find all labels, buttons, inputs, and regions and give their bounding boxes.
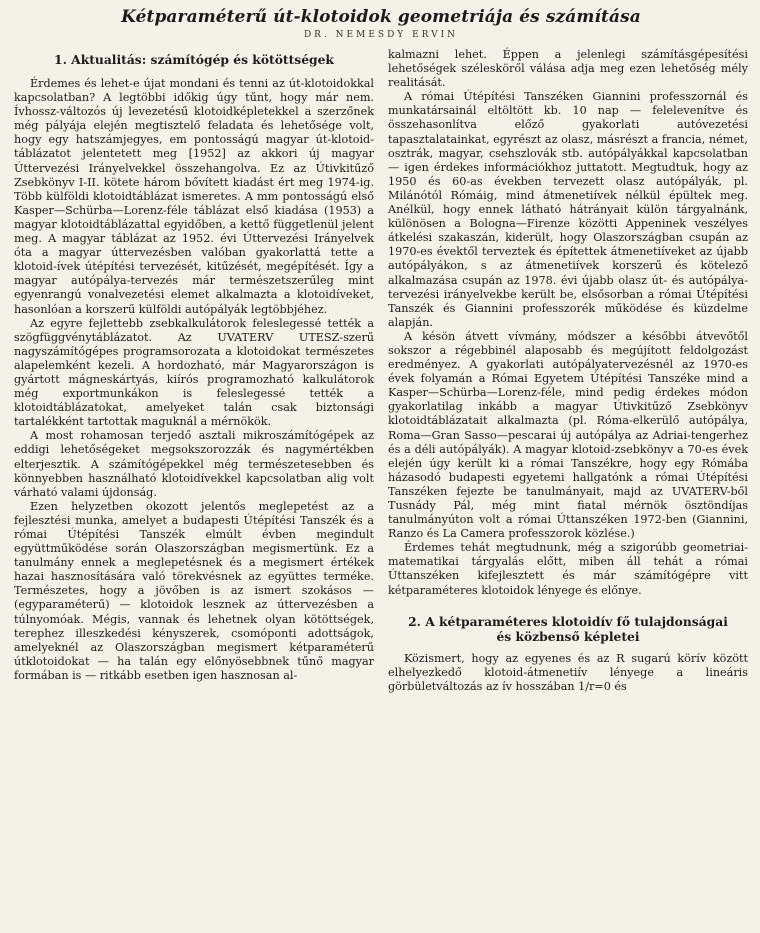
body-paragraph: A római Útépítési Tanszéken Giannini professzornál és munkatársainál eltöltött kb. 10 nap — felelevenítve és összehasonlítva előző gyakorlati autóvezetési tapasztalatainkat, egyrészt az olasz, másrészt a francia, német, osztrák, magyar, csehszlovák stb. autópályákkal kapcsolatban — igen érdekes információkhoz juttatott. Megtudtuk, hogy az 1950 és 60-as években tervezett olasz autópályák, pl. Milánótól Rómáig, mind átmenetiívek nélkül épültek meg. Anélkül, hogy ennek látható hátrányait külön tárgyalnánk, különösen a Bologna—Firenze közötti Appeninek veszélyes átkelési szakaszán, kiderült, hogy Olaszországban csupán az 1970-es évektől terveztek és építettek átmenetiíveket az újabb autópályákon, s az átmenetiívek korszerű és kötelező alkalmazása csupán az 1978. évi újabb olasz út- és autópálya-tervezési irányelvekbe került be, elsősorban a római Útépítési Tanszék és Giannini professzorék működése és küzdelme alapján. — [388, 90, 748, 329]
right-column — [388, 48, 748, 694]
body-paragraph: kalmazni lehet. Éppen a jelenlegi számításgépesítési lehetőségek szélesköről válása adja meg ezen lehetőség mély realitását. — [388, 48, 748, 90]
article-author: DR. NEMESDY ERVIN — [303, 30, 459, 40]
body-paragraph: Érdemes és lehet-e újat mondani és tenni az út-klotoidokkal kapcsolatban? A legtöbbi időkig úgy tűnt, hogy már nem. Ívhossz-változós új levezetésű klotoidképletekkel a szerzőnek még pályája elején megtisztelő feladata és lehetősége volt, hogy egy hatszámjegyes, em pontosságú magyar út-klotoid-táblázatot jelentetett meg [1952] az akkori új magyar Úttervezési Irányelvekkel összehangolva. Ez az Útivkitűző Zsebkönyv I-II. kötete három bővített kiadást ért meg 1974-ig. Több külföldi klotoidtáblázat ismeretes. A mm pontosságú első Kasper—Schürba—Lorenz-féle táblázat első kiadása (1953) a magyar klotoidtáblázattal egyidőben, a kettő függetlenül jelent meg. A magyar táblázat az 1952. évi Úttervezési Irányelvek óta a magyar úttervezésben valóban gyakorlattá tette a klotoid-ívek útépítési tervezését, kitűzését, megépítését. Így a magyar autópálya-tervezés már természetszerűleg mint egyenrangú vonalvezetési elemet alkalmazta a klotoidíveket, hasonlóan a korszerű külföldi autópályák legtöbbjéhez. — [14, 77, 374, 316]
section-2-heading-line-2: és közbenső képletei — [496, 628, 640, 644]
body-paragraph: Az egyre fejlettebb zsebkalkulátorok feleslegessé tették a szögfüggvénytáblázatot. Az UVATERV UTESZ-szerű nagyszámítógépes programsorozata a klotoidokat természetes alapelemként kezeli. A hordozható, már Magyarországon is gyártott mágneskártyás, kiírós programozható kalkulátorok még exportmunkákon is feleslegessé tették a klotoidtáblázatokat, amelyeket talán csak biztonsági tartalékként tartottak maguknál a mérnökök. — [14, 316, 374, 429]
body-paragraph: A késön átvett vívmány, módszer a későbbi átvevőtől sokszor a régebbinél alaposabb és megújított feldolgozást eredményez. A gyakorlati autópályatervezésnél az 1970-es évek folyamán a Római Egyetem Útépítési Tanszéke mind a Kasper—Schürba—Lorenz-féle, mind pedig érdekes módon gyakorlatilag inkább a magyar Útivkitűző Zsebkönyv klotoidtáblázatait alkalmazta (pl. Róma-elkerülő autópálya, Roma—Gran Sasso—pescarai új autópálya az Adriai-tengerhez és a déli autópályák). A magyar klotoid-zsebkönyv a 70-es évek elején úgy került ki a római Tanszékre, hogy egy Rómába házasodó budapesti egyetemi hallgatónk a római Útépítési Tanszéken fejezte be tanulmányait, majd az UVATERV-ből Tusnády Pál, még mint fiatal mérnök ösztöndíjas tanulmányúton volt a római Úttanszéken 1972-ben (Giannini, Ranzo és La Camera professzorok közlése.) — [388, 329, 748, 541]
section-1-heading: 1. Aktualitás: számítógép és kötöttségek — [54, 52, 334, 67]
article-title: Kétparaméterű út-klotoidok geometriája és számítása — [121, 7, 641, 27]
section-2-heading — [388, 614, 748, 644]
left-column — [14, 48, 374, 694]
body-paragraph: A most rohamosan terjedő asztali mikroszámítógépek az eddigi lehetőségeket megsokszorozzák és nagymértékben elterjesztik. A számítógépekkel még természetesebben és könnyebben használható klotoidívekkel kapcsolatban alig volt várható valami újdonság. — [14, 429, 374, 499]
article-body — [14, 48, 748, 694]
body-paragraph: Ezen helyzetben okozott jelentős meglepetést az a fejlesztési munka, amelyet a budapesti Útépítési Tanszék és a római Útépítési Tanszék elmúlt évben megindult együttműködése során Olaszországban megismertünk. Ez a tanulmány ennek a meglepetésnek és a megismert értékek hazai hasznosítására való törekvésnek az együttes terméke. Természetes, hogy a jövőben is az ismert szokásos — (egyparaméterű) — klotoidok lesznek az úttervezésben a túlnyomóak. Mégis, vannak és lehetnek olyan kötöttségek, terephez illeszkedési kényszerek, csomóponti adottságok, amelyeknél az Olaszországban megismert kétparaméterű útklotoidokat — ha talán egy előnyösebbnek tűnő magyar formában is — ritkább esetben igen hasznosan al- — [14, 499, 374, 682]
body-paragraph: Érdemes tehát megtudnunk, még a szigorúbb geometriai-matematikai tárgyalás előtt, miben áll tehát a római Úttanszéken kifejlesztett és már számítógépre vitt kétparaméteres klotoidok lényege és előnye. — [388, 541, 748, 597]
section-2-heading-line-1: 2. A kétparaméteres klotoidív fő tulajdonságai — [408, 613, 728, 629]
body-paragraph: Közismert, hogy az egyenes és az R sugarú körív között elhelyezkedő klotoid-átmenetiív lényege a lineáris görbületváltozás az ív hosszában 1/r=0 és — [388, 651, 748, 693]
